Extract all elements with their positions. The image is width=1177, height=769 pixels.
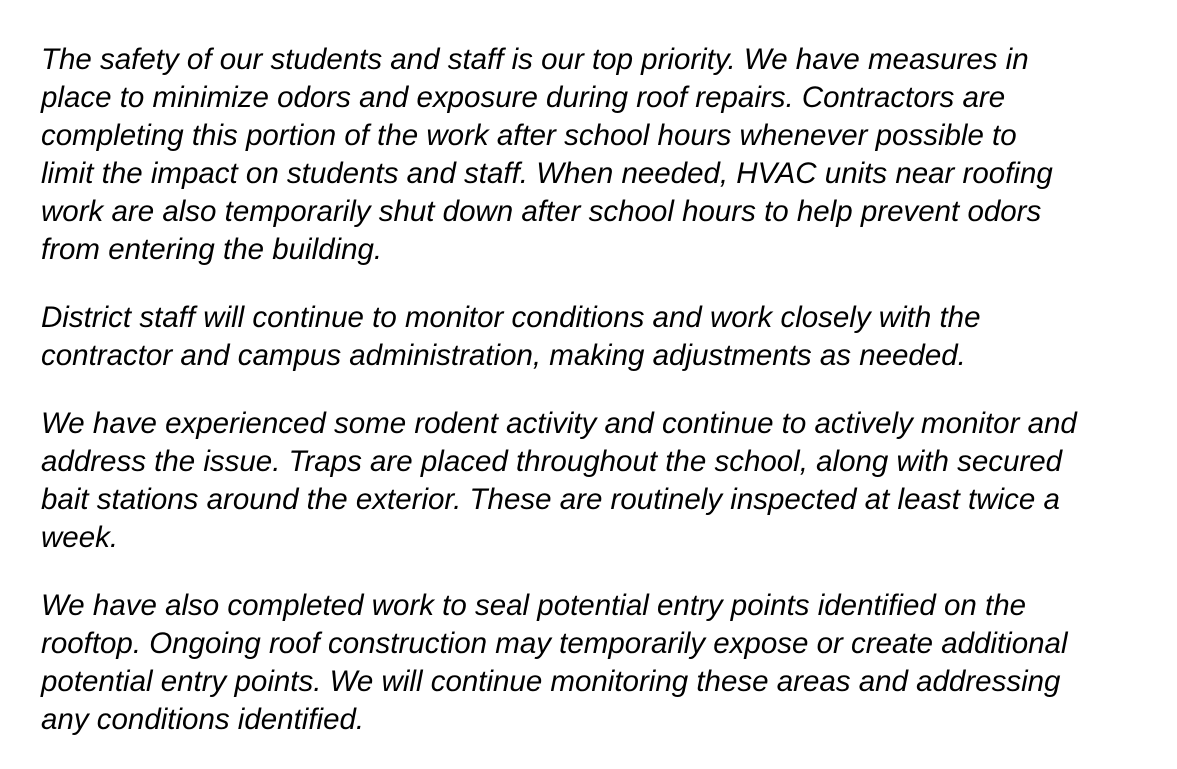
paragraph-roof-repair-safety xyxy=(41,41,1171,269)
paragraph-line: District staff will continue to monitor conditions and work closely with the xyxy=(41,301,981,334)
paragraph-line: work are also temporarily shut down after school hours to help prevent odors xyxy=(41,195,1042,228)
paragraph-line: completing this portion of the work after school hours whenever possible to xyxy=(41,119,1017,152)
paragraph-line: We have also completed work to seal potential entry points identified on the xyxy=(41,589,1027,622)
paragraph-line: The safety of our students and staff is our top priority. We have measures in xyxy=(41,43,1029,76)
paragraph-line: week. xyxy=(41,521,119,554)
document-body xyxy=(41,41,1171,769)
paragraph-line: any conditions identified. xyxy=(41,703,365,736)
paragraph-line: bait stations around the exterior. These are routinely inspected at least twice a xyxy=(41,483,1060,516)
paragraph-line: address the issue. Traps are placed throughout the school, along with secured xyxy=(41,445,1063,478)
paragraph-line: from entering the building. xyxy=(41,233,383,266)
paragraph-line: rooftop. Ongoing roof construction may temporarily expose or create additional xyxy=(41,627,1068,660)
paragraph-line: We have experienced some rodent activity and continue to actively monitor and xyxy=(41,407,1077,440)
paragraph-line: potential entry points. We will continue monitoring these areas and addressing xyxy=(41,665,1061,698)
paragraph-entry-points xyxy=(41,587,1171,739)
paragraph-rodent-activity xyxy=(41,405,1171,557)
paragraph-line: place to minimize odors and exposure during roof repairs. Contractors are xyxy=(41,81,1006,114)
paragraph-line: contractor and campus administration, making adjustments as needed. xyxy=(41,339,966,372)
paragraph-monitoring xyxy=(41,299,1171,375)
paragraph-line: limit the impact on students and staff. When needed, HVAC units near roofing xyxy=(41,157,1053,190)
